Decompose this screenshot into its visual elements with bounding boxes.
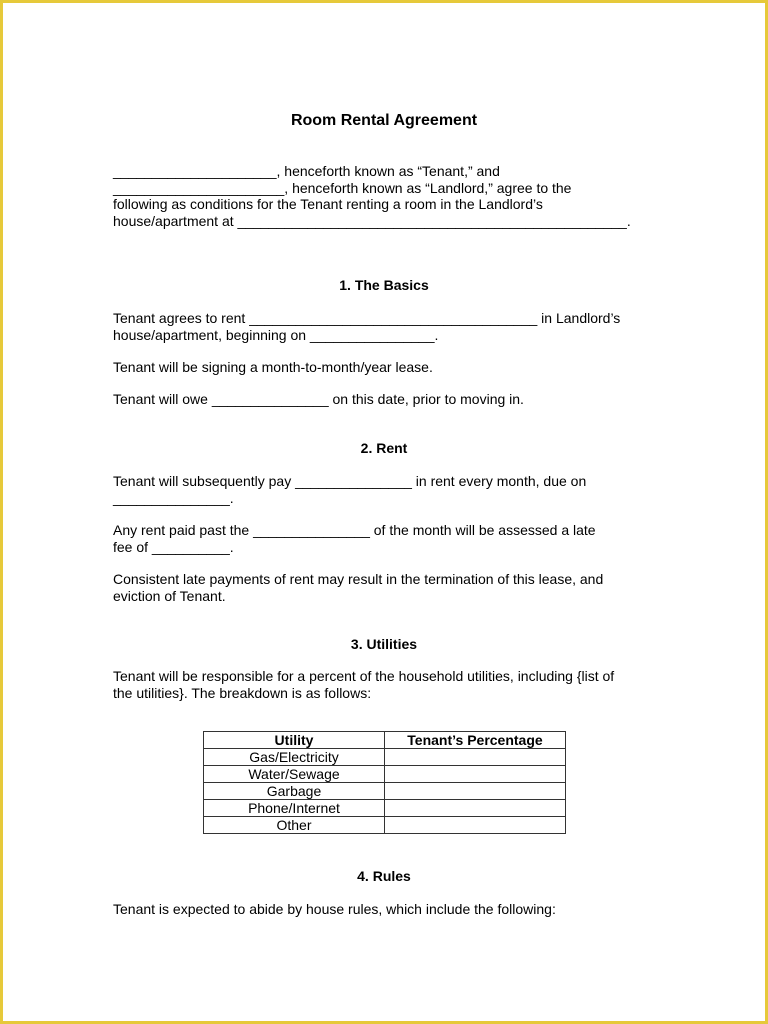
percentage-cell (385, 766, 566, 783)
utility-name-cell: Water/Sewage (204, 766, 385, 783)
percentage-cell (385, 783, 566, 800)
utility-name-cell: Other (204, 817, 385, 834)
utilities-paragraph: Tenant will be responsible for a percent of the household utilities, including {list of the utilities}. The breakdown is as follows: (113, 668, 615, 701)
section-heading-rules: 4. Rules (357, 868, 411, 884)
section-heading-utilities: 3. Utilities (350, 636, 418, 652)
table-row (204, 783, 566, 800)
rent-paragraph-eviction: Consistent late payments of rent may result in the termination of this lease, and eviction of Tenant. (113, 571, 604, 604)
rent-paragraph-monthly: Tenant will subsequently pay _______________ in rent every month, due on _______________. (113, 473, 587, 506)
utility-name-cell: Garbage (204, 783, 385, 800)
basics-paragraph-owe: Tenant will owe _______________ on this date, prior to moving in. (113, 391, 524, 407)
utilities-table (203, 731, 566, 834)
table-row (204, 766, 566, 783)
percentage-cell (385, 749, 566, 766)
utility-name-cell: Gas/Electricity (204, 749, 385, 766)
table-row (204, 817, 566, 834)
table-row (204, 800, 566, 817)
intro-paragraph: _____________________, henceforth known as “Tenant,” and ______________________, henceforth known as “Landlord,” agree to the following as conditions for the Tenant renting a room in the Landlord’s house/apartment at __________________________________________________. (113, 163, 631, 229)
table-header-utility: Utility (204, 732, 385, 749)
percentage-cell (385, 817, 566, 834)
rent-paragraph-late-fee: Any rent paid past the _______________ of the month will be assessed a late fee of __________. (113, 522, 596, 555)
section-heading-basics: 1. The Basics (339, 277, 429, 293)
table-header-percentage: Tenant’s Percentage (385, 732, 566, 749)
utility-name-cell: Phone/Internet (204, 800, 385, 817)
basics-paragraph-rent-room: Tenant agrees to rent _____________________________________ in Landlord’s house/apartment, beginning on ________________. (113, 310, 621, 343)
percentage-cell (385, 800, 566, 817)
rules-paragraph: Tenant is expected to abide by house rules, which include the following: (113, 901, 556, 917)
basics-paragraph-lease: Tenant will be signing a month-to-month/year lease. (113, 359, 433, 375)
table-row (204, 749, 566, 766)
document-title: Room Rental Agreement (290, 112, 478, 129)
section-heading-rent: 2. Rent (360, 440, 408, 456)
table-header-row (204, 732, 566, 749)
